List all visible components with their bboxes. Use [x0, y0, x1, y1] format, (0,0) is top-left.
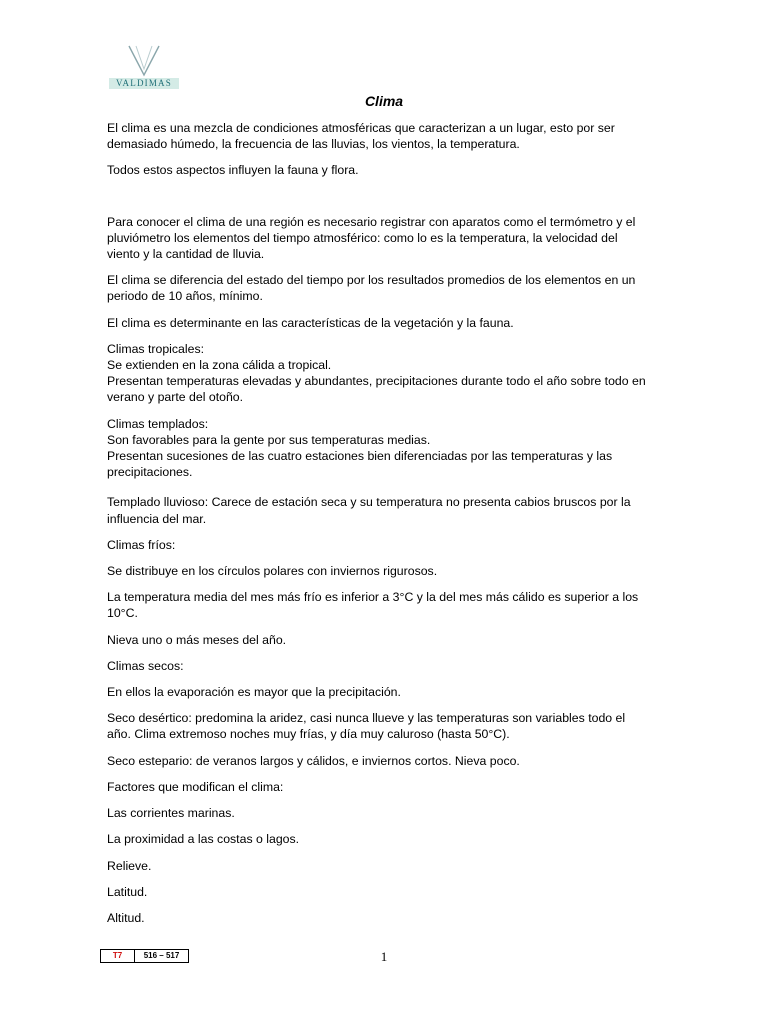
- text-line: En ellos la evaporación es mayor que la precipitación.: [107, 685, 401, 700]
- paragraph: [107, 272, 667, 304]
- paragraph: [107, 162, 667, 178]
- paragraph: [107, 779, 667, 795]
- paragraph: [107, 214, 667, 263]
- list-item: La proximidad a las costas o lagos.: [107, 832, 300, 847]
- page-number: 1: [380, 949, 388, 964]
- text-line: La temperatura media del mes más frío es inferior a 3°C y la del mes más cálido es superior a los: [107, 590, 639, 605]
- document-body: [107, 120, 667, 926]
- section-heading: Climas secos:: [107, 658, 184, 673]
- text-line: viento y la cantidad de lluvia.: [107, 247, 265, 262]
- text-line: Presentan temperaturas elevadas y abundantes, precipitaciones durante todo el año sobre todo en: [107, 374, 646, 389]
- paragraph: [107, 341, 667, 406]
- text-line: Para conocer el clima de una región es necesario registrar con aparatos como el termómetro y el: [107, 214, 636, 229]
- text-line: Seco estepario: de veranos largos y cálidos, e inviernos cortos. Nieva poco.: [107, 753, 520, 768]
- paragraph: [107, 710, 667, 742]
- list-item: Las corrientes marinas.: [107, 806, 235, 821]
- paragraph: [107, 537, 667, 553]
- text-line: 10°C.: [107, 606, 138, 621]
- text-line: periodo de 10 años, mínimo.: [107, 289, 263, 304]
- text-line: Todos estos aspectos influyen la fauna y flora.: [107, 163, 359, 178]
- text-line: Templado lluvioso: Carece de estación seca y su temperatura no presenta cabios bruscos por la: [107, 495, 631, 510]
- paragraph: [107, 120, 667, 152]
- paragraph: [107, 831, 667, 847]
- section-heading: Climas fríos:: [107, 537, 176, 552]
- text-line: El clima es una mezcla de condiciones atmosféricas que caracterizan a un lugar, esto por ser: [107, 121, 615, 135]
- paragraph: [107, 563, 667, 579]
- text-line: influencia del mar.: [107, 511, 207, 526]
- text-line: El clima se diferencia del estado del tiempo por los resultados promedios de los elementos en un: [107, 273, 636, 288]
- section-heading: Factores que modifican el clima:: [107, 779, 284, 794]
- paragraph: [107, 805, 667, 821]
- footer-code: T7: [101, 950, 135, 962]
- paragraph: [107, 589, 667, 621]
- text-line: Se extienden en la zona cálida a tropical.: [107, 358, 332, 373]
- logo-wordmark: VALDIMAS: [109, 78, 179, 89]
- text-line: demasiado húmedo, la frecuencia de las lluvias, los vientos, la temperatura.: [107, 137, 520, 152]
- v-mark-icon: [127, 45, 161, 77]
- text-line: Son favorables para la gente por sus temperaturas medias.: [107, 432, 431, 447]
- text-line: Presentan sucesiones de las cuatro estaciones bien diferenciadas por las temperaturas y las: [107, 449, 613, 464]
- paragraph: [107, 658, 667, 674]
- text-line: Nieva uno o más meses del año.: [107, 632, 287, 647]
- footer-pages: 516 – 517: [143, 951, 180, 960]
- paragraph: [107, 753, 667, 769]
- list-item: Relieve.: [107, 858, 152, 873]
- paragraph: [107, 494, 667, 526]
- list-item: Latitud.: [107, 884, 148, 899]
- paragraph: [107, 858, 667, 874]
- text-line: Se distribuye en los círculos polares con inviernos rigurosos.: [107, 564, 438, 579]
- paragraph: [107, 910, 667, 926]
- section-heading: Climas tropicales:: [107, 341, 205, 356]
- page-title: Clima: [364, 93, 404, 109]
- paragraph: [107, 416, 667, 481]
- text-line: pluviómetro los elementos del tiempo atmosférico: como lo es la temperatura, la velocidad del: [107, 230, 618, 245]
- paragraph: [107, 684, 667, 700]
- text-line: año. Clima extremoso noches muy frías, y día muy caluroso (hasta 50°C).: [107, 727, 510, 742]
- paragraph: [107, 632, 667, 648]
- section-heading: Climas templados:: [107, 416, 209, 431]
- list-item: Altitud.: [107, 910, 145, 925]
- text-line: precipitaciones.: [107, 465, 193, 480]
- text-line: El clima es determinante en las características de la vegetación y la fauna.: [107, 315, 514, 330]
- text-line: verano y parte del otoño.: [107, 390, 244, 405]
- valdimas-logo: [109, 45, 179, 91]
- text-line: Seco desértico: predomina la aridez, casi nunca llueve y las temperaturas son variables todo el: [107, 711, 626, 726]
- paragraph: [107, 315, 667, 331]
- paragraph: [107, 884, 667, 900]
